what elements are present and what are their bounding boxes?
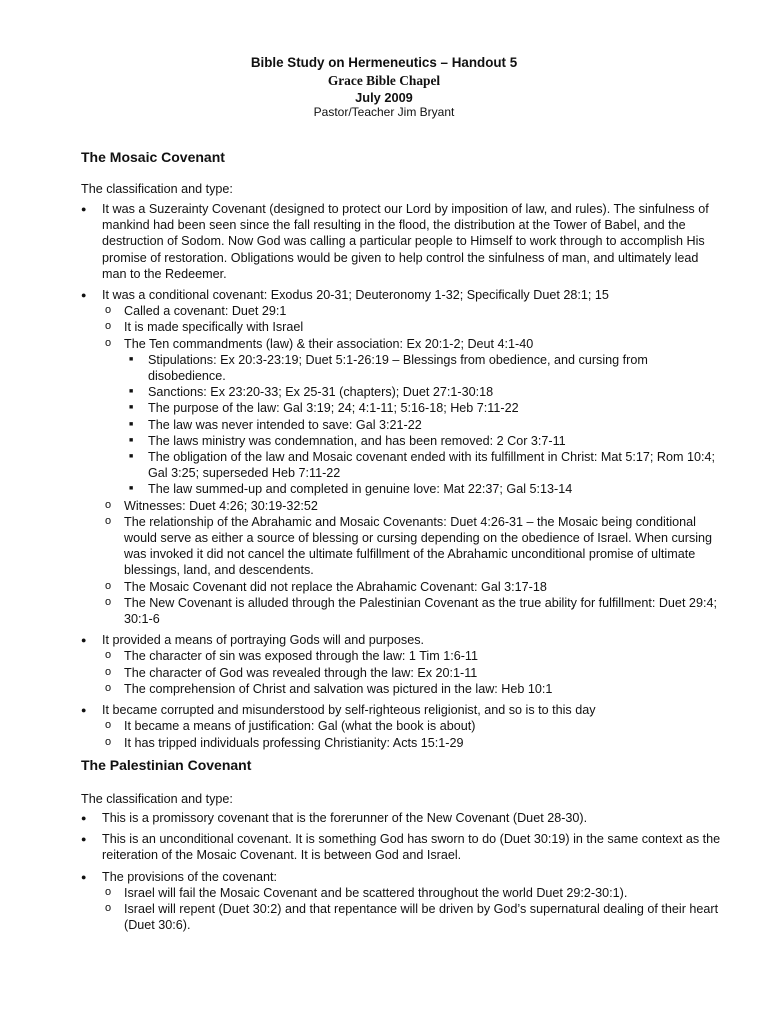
bullet-text: It became corrupted and misunderstood by self-righteous religionist, and so is to this day: [102, 703, 596, 718]
sub-item-text: The Ten commandments (law) & their association: Ex 20:1-2; Deut 4:1-40: [124, 336, 534, 351]
sub-list-item: [102, 303, 721, 319]
sub-sub-list-item: [124, 352, 721, 384]
section-intro-mosaic: The classification and type:: [81, 182, 233, 196]
sub-list: [102, 885, 721, 934]
document-date: July 2009: [355, 90, 413, 105]
list-item: [81, 201, 721, 282]
sub-list-item: [102, 514, 721, 579]
pastor-name: Pastor/Teacher Jim Bryant: [313, 105, 455, 119]
bullet-text: It provided a means of portraying Gods will and purposes.: [102, 633, 425, 648]
sub-sub-item-text: The obligation of the law and Mosaic covenant ended with its fulfillment in Christ: Mat 5:17; Rom 10:4; Gal 3:25; superseded Heb 7:11-22: [148, 450, 716, 481]
sub-list-item: [102, 681, 721, 697]
bullet-text: This is a promissory covenant that is the forerunner of the New Covenant (Duet 28-30).: [102, 811, 588, 825]
bullet-text: The provisions of the covenant:: [102, 869, 278, 884]
sub-item-text: Witnesses: Duet 4:26; 30:19-32:52: [124, 498, 318, 513]
sub-sub-item-text: The laws ministry was condemnation, and has been removed: 2 Cor 3:7-11: [148, 433, 566, 448]
sub-sub-list-item: [124, 449, 721, 481]
sub-item-text: It has tripped individuals professing Christianity: Acts 15:1-29: [124, 735, 464, 750]
sub-item-text: The character of sin was exposed through the law: 1 Tim 1:6-11: [124, 649, 478, 664]
sub-list: [102, 648, 721, 697]
sub-sub-list-item: [124, 400, 721, 416]
sub-list-item: [102, 901, 721, 933]
sub-list-item: [102, 735, 721, 751]
sub-sub-list: [124, 352, 721, 498]
sub-list-item: [102, 665, 721, 681]
section-intro-palestinian: The classification and type:: [81, 792, 233, 806]
sub-sub-item-text: Sanctions: Ex 23:20-33; Ex 25-31 (chapters); Duet 27:1-30:18: [148, 385, 494, 400]
list-item: [81, 287, 721, 627]
bullet-text: It was a Suzerainty Covenant (designed to protect our Lord by imposition of law, and rules). The sinfulness of mankind had been seen since the fall resulting in the flood, the distribution at the Tower of Babel, and the destruction of Sodom. Now God was calling a particular people to Himself to work through to accomplish His promise of restoration. Obligations would be given to help control the sinfulness of man, and ultimately lead man to the Redeemer.: [102, 202, 709, 281]
list-item: [81, 810, 721, 826]
sub-item-text: Called a covenant: Duet 29:1: [124, 304, 287, 319]
sub-sub-list-item: [124, 384, 721, 400]
list-item: [81, 702, 721, 751]
sub-sub-list-item: [124, 417, 721, 433]
bullet-text: This is an unconditional covenant. It is something God has sworn to do (Duet 30:19) in the same context as the reiteration of the Mosaic Covenant. It is between God and Israel.: [102, 832, 721, 863]
section-heading-mosaic: The Mosaic Covenant: [81, 149, 225, 165]
mosaic-bullet-list: [81, 201, 721, 756]
sub-sub-item-text: The law summed-up and completed in genuine love: Mat 22:37; Gal 5:13-14: [148, 482, 573, 497]
sub-sub-item-text: The purpose of the law: Gal 3:19; 24; 4:1-11; 5:16-18; Heb 7:11-22: [148, 401, 519, 416]
sub-sub-item-text: The law was never intended to save: Gal 3:21-22: [148, 417, 422, 432]
bullet-text: It was a conditional covenant: Exodus 20-31; Deuteronomy 1-32; Specifically Duet 28:1; 15: [102, 288, 609, 303]
sub-item-text: The New Covenant is alluded through the Palestinian Covenant as the true ability for fulfillment: Duet 29:4; 30:1-6: [124, 595, 717, 627]
sub-list-item: [102, 336, 721, 498]
sub-list-item: [102, 718, 721, 734]
sub-list: [102, 718, 721, 750]
sub-list-item: [102, 648, 721, 664]
sub-item-text: It became a means of justification: Gal (what the book is about): [124, 719, 476, 734]
sub-list-item: [102, 498, 721, 514]
list-item: [81, 632, 721, 697]
sub-item-text: The relationship of the Abrahamic and Mosaic Covenants: Duet 4:26-31 – the Mosaic being conditional would serve as either a source of blessing or cursing depending on the obedience of Israel. When cursing was invoked it did not cancel the ultimate fulfillment of the Abrahamic unconditional promise of ultimate blessings, land, and descendents.: [124, 514, 713, 578]
sub-sub-list-item: [124, 481, 721, 497]
sub-item-text: It is made specifically with Israel: [124, 320, 304, 335]
sub-sub-item-text: Stipulations: Ex 20:3-23:19; Duet 5:1-26:19 – Blessings from obedience, and cursing from disobedience.: [148, 352, 648, 384]
sub-list-item: [102, 319, 721, 335]
sub-item-text: The comprehension of Christ and salvation was pictured in the law: Heb 10:1: [124, 681, 553, 696]
section-heading-palestinian: The Palestinian Covenant: [81, 757, 252, 773]
palestinian-bullet-list: [81, 810, 721, 938]
sub-item-text: Israel will repent (Duet 30:2) and that repentance will be driven by God’s supernatural dealing of their heart (Duet 30:6).: [124, 902, 719, 933]
sub-list-item: [102, 595, 721, 627]
sub-list-item: [102, 579, 721, 595]
sub-item-text: Israel will fail the Mosaic Covenant and be scattered throughout the world Duet 29:2-30:1).: [124, 885, 628, 900]
list-item: [81, 869, 721, 934]
sub-list-item: [102, 885, 721, 901]
sub-item-text: The Mosaic Covenant did not replace the Abrahamic Covenant: Gal 3:17-18: [124, 579, 547, 594]
document-title: Bible Study on Hermeneutics – Handout 5: [250, 55, 518, 70]
sub-item-text: The character of God was revealed through the law: Ex 20:1-11: [124, 665, 478, 680]
church-name: Grace Bible Chapel: [327, 73, 441, 88]
sub-list: [102, 303, 721, 627]
sub-sub-list-item: [124, 433, 721, 449]
list-item: [81, 831, 721, 863]
